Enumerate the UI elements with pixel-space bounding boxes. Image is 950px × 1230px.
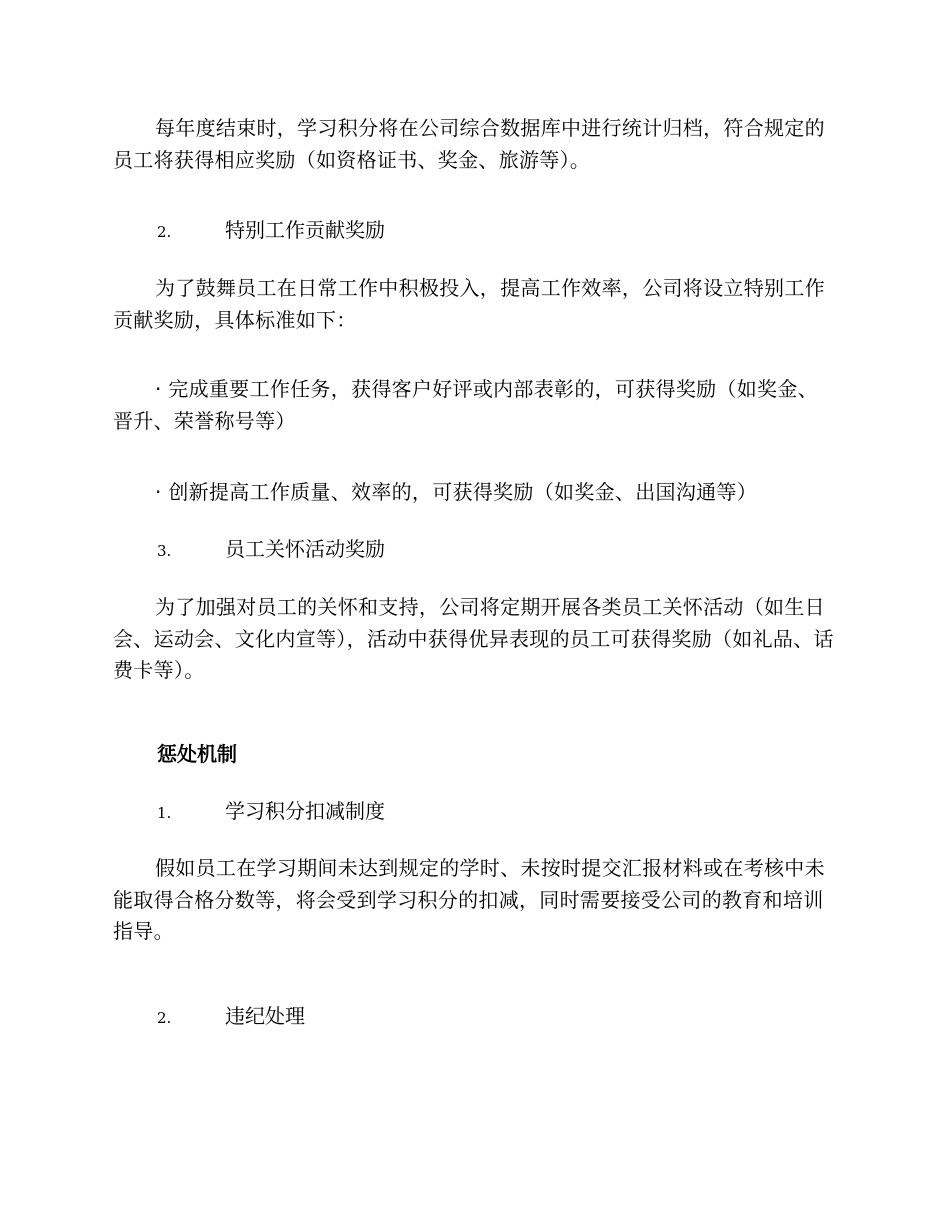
list-number: 2. bbox=[157, 1009, 172, 1027]
list-item-discipline bbox=[157, 1001, 305, 1035]
list-item-label: 学习积分扣减制度 bbox=[225, 799, 385, 823]
paragraph-text: 每年度结束时，学习积分将在公司综合数据库中进行统计归档，符合规定的员工将获得相应奖励（如资格证书、奖金、旅游等）。 bbox=[113, 116, 825, 172]
bullet-important-tasks bbox=[113, 374, 835, 437]
list-item-employee-care bbox=[157, 534, 385, 568]
section-heading-penalty: 惩处机制 bbox=[157, 742, 237, 766]
paragraph-text: 为了加强对员工的关怀和支持，公司将定期开展各类员工关怀活动（如生日会、运动会、文化内宣等），活动中获得优异表现的员工可获得奖励（如礼品、话费卡等）。 bbox=[113, 595, 834, 682]
paragraph-employee-care bbox=[113, 592, 835, 687]
paragraph-text: 为了鼓舞员工在日常工作中积极投入，提高工作效率，公司将设立特别工作贡献奖励，具体标准如下： bbox=[113, 276, 825, 332]
list-item-special-contribution bbox=[157, 215, 385, 249]
paragraph-text: 假如员工在学习期间未达到规定的学时、未按时提交汇报材料或在考核中未能取得合格分数等，将会受到学习积分的扣减，同时需要接受公司的教育和培训指导。 bbox=[113, 856, 825, 943]
list-item-label: 员工关怀活动奖励 bbox=[225, 537, 385, 561]
list-item-label: 违纪处理 bbox=[225, 1004, 305, 1028]
list-item-label: 特别工作贡献奖励 bbox=[225, 218, 385, 242]
paragraph-learning-points-archive bbox=[113, 113, 835, 176]
paragraph-special-contribution bbox=[113, 273, 835, 336]
bullet-text: · 完成重要工作任务，获得客户好评或内部表彰的，可获得奖励（如奖金、晋升、荣誉称号等） bbox=[113, 377, 818, 433]
list-number: 3. bbox=[157, 542, 172, 560]
list-number: 1. bbox=[157, 804, 172, 822]
list-number: 2. bbox=[157, 223, 172, 241]
list-item-points-deduction bbox=[157, 796, 385, 830]
bullet-innovation bbox=[113, 477, 835, 509]
paragraph-points-deduction bbox=[113, 853, 835, 948]
bullet-text: · 创新提高工作质量、效率的，可获得奖励（如奖金、出国沟通等） bbox=[155, 480, 758, 504]
